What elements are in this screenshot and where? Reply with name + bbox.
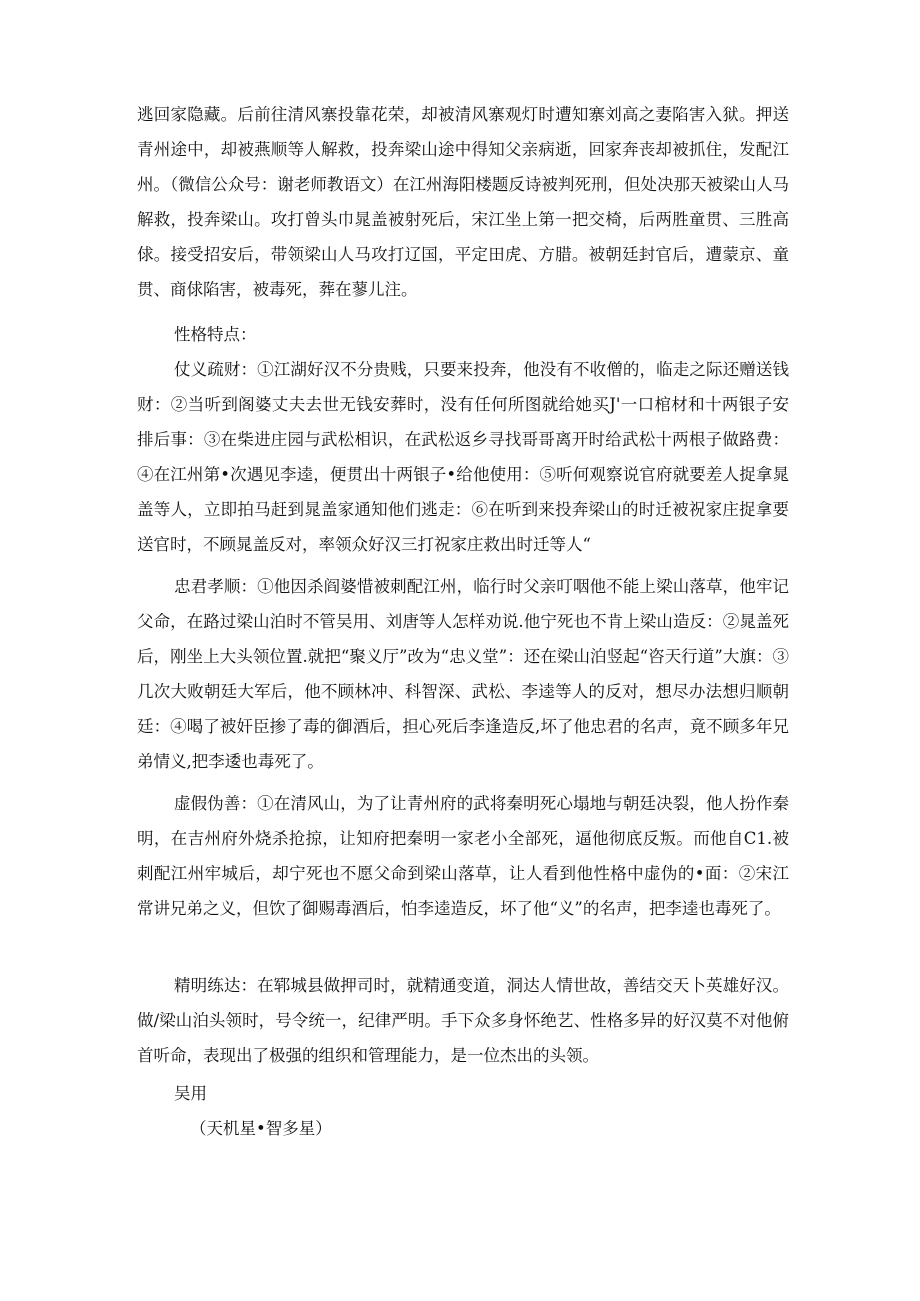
- generosity-paragraph: 仗义疏财：①江湖好汉不分贵贱，只要来投奔，他没有不收僧的，临走之际还赠送钱财：②当听到阁婆丈夫去世无钱安葬时，没有任何所图就给她买J'一口棺材和十两银子安排后事：③在柴进庄园与武松相识，在武松返乡寻找哥哥离开时给武松十两根子做路费：④在江州第•次遇见李逵，便贯出十两银子•给他使用：⑤听何观察说官府就要差人捉拿晁盖等人，立即拍马赶到晁盖家通知他们逃走：⑥在听到来投奔梁山的时迁被祝家庄捉拿要送官时，不顾晁盖反对，率领众好汉三打祝家庄救出时迁等人“: [137, 360, 789, 554]
- song-jiang-biography-paragraph: 逃回家隐藏。后前往清风寨投靠花荣，却被清风寨观灯时遭知寨刘高之妻陷害入狱。押送青州途中，却被燕顺等人解救，投奔梁山途中得知父亲病逝，回家奔丧却被抓住，发配江州。（微信公众号：谢老师教语文）在江州海阳楼题反诗被判死刑，但处决那天被梁山人马解救，投奔梁山。攻打曾头巾晁盖被射死后，宋江坐上第一把交椅，后两胜童贯、三胜高俅。接受招安后，带领梁山人马攻打辽国，平定田虎、方腊。被朝廷封官后，遭蒙京、童贯、商俅陷害，被毒死，葬在蓼儿注。: [137, 105, 789, 299]
- wu-yong-heading: 吴用: [174, 1084, 207, 1103]
- loyalty-filial-paragraph: 忠君孝顺：①他因杀阎婆惜被刺配江州，临行时父亲叮咽他不能上梁山落草，他牢记父命，在路过梁山泊时不管吴用、刘唐等人怎样劝说.他宁死也不肯上梁山造反：②晁盖死后，刚坐上大头领位置.就把“聚义厅”改为“忠义堂”：还在梁山泊竖起“咨天行道”大旗：③几次大败朝廷大军后，他不顾林冲、科智深、武松、李逵等人的反对，想尽办法想归顺朝廷：④喝了被奸臣掺了毒的御酒后，担心死后李逢造反,坏了他忠君的名声，竟不顾多年兄弟情义,把李逶也毒死了。: [137, 577, 789, 771]
- shrewdness-paragraph: 精明练达：在郓城县做押司时，就精通变道，洞达人情世故，善结交天卜英雄好汉。做/梁山泊头领时，号令统一，纪律严明。手下众多身怀绝艺、性格多异的好汉莫不对他俯首听命，表现出了极强的组织和管理能力，是一位杰出的头领。: [137, 976, 789, 1065]
- hypocrisy-paragraph: 虚假伪善：①在清风山，为了让青州府的武将秦明死心塌地与朝廷决裂，他人扮作秦明，在吉州府外烧杀抢掠，让知府把秦明一家老小全部死，逼他彻底反叛。而他自C1.被刺配江州牢城后，却宁死也不愿父命到梁山落草，让人看到他性格中虚伪的•面：②宋江常讲兄弟之义，但饮了御赐毒酒后，怕李逵造反，坏了他“义”的名声，把李逵也毒死了。: [137, 794, 789, 918]
- personality-heading: 性格特点：: [174, 325, 257, 344]
- wu-yong-title: （天机星•智多星）: [190, 1119, 332, 1138]
